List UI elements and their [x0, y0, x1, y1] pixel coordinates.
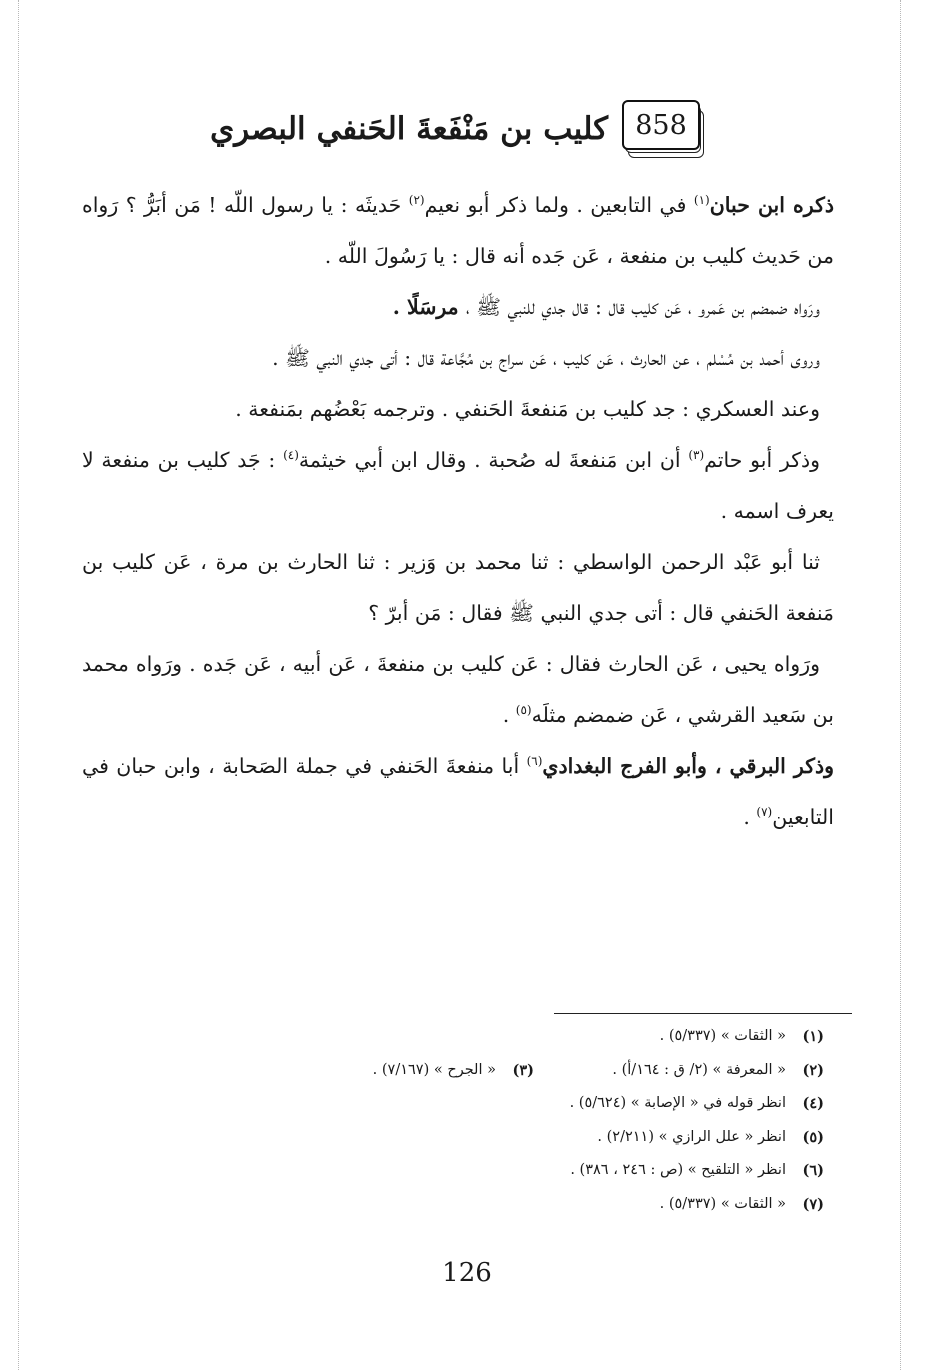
footnote-item	[204, 1188, 824, 1222]
entry-number: 858	[622, 100, 700, 150]
footnote-ref: (٢)	[408, 193, 425, 208]
paragraph-text: في التابعين . ولما ذكر أبو نعيم	[424, 193, 694, 217]
footnote-ref: (٤)	[283, 448, 299, 463]
paragraph-text: أبا منفعةَ الحَنفي في جملة الصَحابة ، وابن حبان في التابعين	[82, 754, 834, 829]
footnote-ref: (٥)	[515, 703, 532, 718]
footnote-number: (٦)	[802, 1162, 824, 1179]
footnote-item	[204, 1020, 824, 1054]
paragraph-text: وروى أحمد بن مُسْلم ، عن الحارث ، عَن كليب ، عَن سراج بن مُجَّاعة قال : أتى جدي النبي ﷺ .	[272, 346, 820, 370]
footnote-item	[204, 1121, 824, 1155]
entry-header	[82, 100, 834, 158]
footnote-number: (٥)	[802, 1128, 824, 1146]
footnote-number: (٢)	[802, 1061, 824, 1079]
entry-number-box	[622, 100, 706, 158]
footnote-item	[204, 1087, 824, 1121]
entry-title: كليب بن مَنْفَعةَ الحَنفي البصري	[209, 111, 609, 147]
footnote-divider	[554, 1013, 852, 1014]
paragraph-text: حَديثَه : يا رسول اللّه ! مَن أبَرُّ ؟ رَواه من حَديث كليب بن منفعة ، عَن جَده أنه قال : يا رَسُولَ اللّه .	[82, 193, 834, 268]
paragraph-text: .	[502, 703, 516, 727]
paragraph-text: وعند العسكري : جد كليب بن مَنفعةَ الحَنفي . وترجمه بَعْضُهم بمَنفعة .	[235, 397, 820, 421]
footnote-text: « الثقات » (٥/٣٣٧) .	[659, 1195, 786, 1212]
bold-tail: مرسَلًا .	[392, 295, 466, 319]
paragraph-text: أن ابن مَنفعةَ له صُحبة . وقال ابن أبي خيثمة	[298, 448, 689, 472]
bold-lead: ذكره ابن حبان	[709, 193, 834, 217]
paragraph-7	[82, 639, 834, 741]
page-number: 126	[442, 1258, 492, 1288]
paragraph-6	[82, 537, 834, 639]
paragraph-5	[82, 435, 834, 537]
paragraph-1	[82, 180, 834, 282]
footnote-text: « الثقات » (٥/٣٣٧) .	[659, 1028, 786, 1044]
footnote-text: انظر قوله في « الإصابة » (٥/٦٢٤) .	[569, 1095, 786, 1111]
footnote-ref: (٦)	[526, 754, 543, 769]
paragraph-text: وذكر أبو حاتم	[704, 448, 820, 472]
left-margin-dots	[18, 0, 19, 1370]
footnote-ref: (٧)	[756, 805, 773, 820]
paragraph-text: .	[743, 805, 757, 829]
paragraph-2	[82, 282, 834, 333]
paragraph-4	[82, 384, 834, 435]
footnote-text: انظر « التلقيح » (ص : ٢٤٦ ، ٣٨٦) .	[570, 1162, 786, 1178]
footnote-text: انظر « علل الرازي » (٢/٢١١) .	[597, 1128, 786, 1145]
footnote-ref: (٣)	[688, 448, 705, 463]
paragraph-text: : جَد كليب بن منفعة لا يعرف اسمه .	[82, 448, 834, 523]
footnote-item	[204, 1154, 824, 1188]
footnote-ref: (١)	[693, 193, 710, 208]
paragraph-text: ورَواه يحيى ، عَن الحارث فقال : عَن كليب بن منفعةَ ، عَن أبيه ، عَن جَده . ورَواه محمد بن سَعيد القرشي ، عَن ضمضم مثلَه	[82, 652, 834, 727]
paragraph-text: ثنا أبو عَبْد الرحمن الواسطي : ثنا محمد بن وَزير : ثنا الحارث بن مرة ، عَن كليب بن مَنفعة الحَنفي قال : أتى جدي النبي ﷺ فقال : مَن أبرّ ؟	[82, 550, 834, 625]
page-body	[82, 100, 834, 843]
paragraph-text: ورَواه ضمضم بن عَمرو ، عَن كليب قال : قال جدي للنبي ﷺ ،	[465, 295, 820, 319]
bold-lead: وذكر البرقي ، وأبو الفرج البغدادي	[542, 754, 834, 778]
footnote-text: « المعرفة » (٢/ ق : ١٦٤/أ) .	[612, 1061, 786, 1078]
footnote-number: (٤)	[802, 1095, 824, 1112]
footnote-number: (٧)	[802, 1195, 824, 1213]
footnote-item	[204, 1054, 824, 1088]
paragraph-8	[82, 741, 834, 843]
footnote-text: « الجرح » (٧/١٦٧) .	[372, 1061, 496, 1078]
right-margin-dots	[900, 0, 901, 1370]
footnote-number: (٣)	[512, 1061, 534, 1079]
footnote-number: (١)	[802, 1028, 824, 1045]
footnotes	[204, 1020, 824, 1221]
paragraph-3	[82, 333, 834, 384]
